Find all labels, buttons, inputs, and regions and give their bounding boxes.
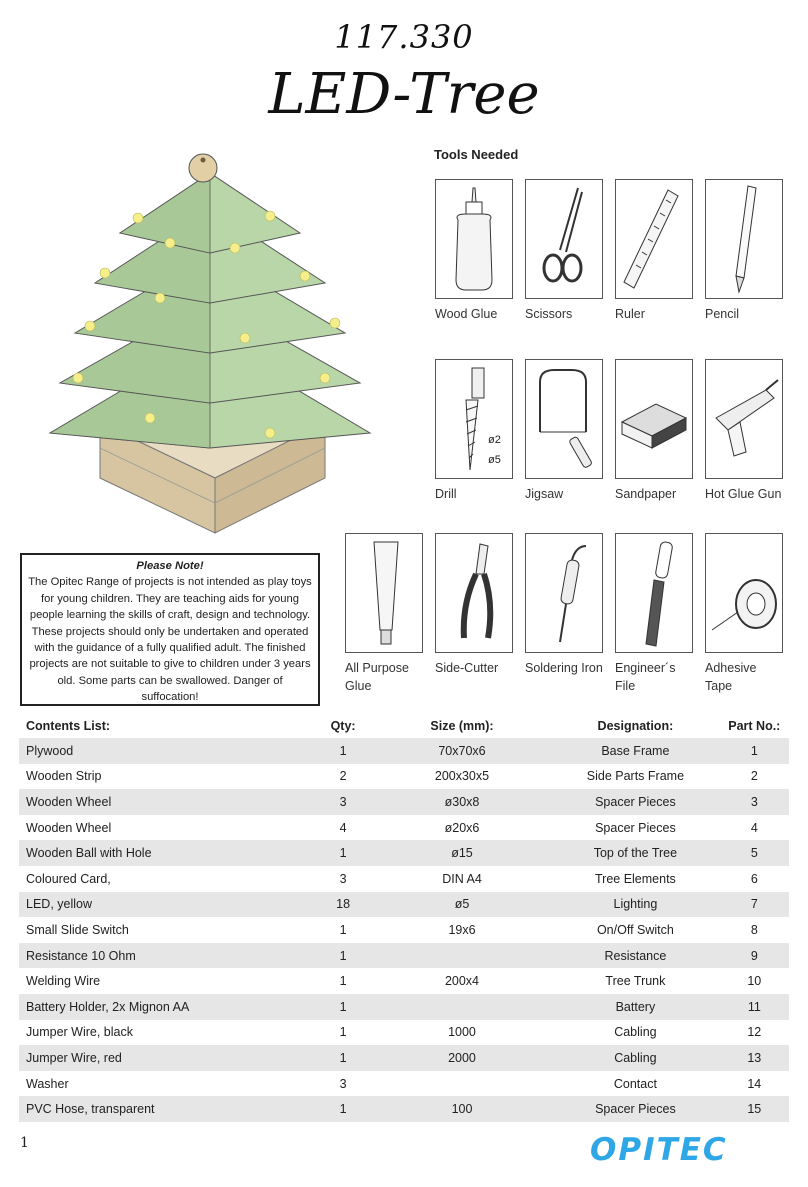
tool-label: Soldering Iron: [525, 661, 603, 675]
cell-name: Washer: [26, 1076, 69, 1091]
page-title: LED-Tree: [268, 62, 540, 127]
cell-size: 200x30x5: [434, 769, 490, 784]
drill-size-small: ø2: [488, 434, 501, 446]
table-row: [19, 840, 789, 866]
sandpaper-icon: [616, 360, 692, 478]
cell-name: Jumper Wire, black: [26, 1025, 133, 1040]
cell-part: 11: [747, 999, 761, 1014]
header-part: Part No.:: [728, 719, 781, 733]
tool-label: Hot Glue Gun: [705, 487, 782, 501]
tool-label: Engineer´s File: [615, 661, 676, 693]
cell-designation: Spacer Pieces: [595, 794, 676, 809]
page-number: 1: [20, 1135, 29, 1151]
cell-name: Plywood: [26, 743, 74, 758]
cell-qty: 1: [339, 743, 347, 758]
cell-designation: Lighting: [613, 897, 658, 912]
header-qty: Qty:: [330, 719, 356, 733]
led-tree-illustration: [40, 148, 380, 548]
cell-size: 200x4: [444, 974, 480, 989]
cell-qty: 1: [339, 922, 347, 937]
table-row: [19, 994, 789, 1020]
tool-hot-glue-gun: [705, 359, 783, 503]
cell-qty: 3: [339, 794, 347, 809]
tool-label: All Purpose Glue: [345, 661, 409, 693]
tape-icon: [706, 534, 782, 652]
tool-label: Sandpaper: [615, 487, 677, 501]
table-row: [19, 815, 789, 841]
cell-name: Coloured Card,: [26, 871, 111, 886]
table-row: [19, 866, 789, 892]
cell-size: ø30x8: [444, 794, 480, 809]
cell-qty: 1: [339, 1050, 347, 1065]
cell-part: 1: [750, 743, 758, 758]
cell-part: 4: [750, 820, 758, 835]
header-name: Contents List:: [26, 719, 111, 733]
cell-part: 15: [747, 1102, 762, 1117]
tool-sandpaper: [615, 359, 693, 503]
cell-part: 9: [750, 948, 758, 963]
cell-part: 12: [747, 1025, 762, 1040]
cell-size: 70x70x6: [438, 743, 486, 758]
tools-heading: Tools Needed: [434, 147, 519, 162]
cell-name: Small Slide Switch: [26, 922, 129, 937]
tool-wood-glue: [435, 179, 513, 323]
cell-designation: Side Parts Frame: [586, 769, 685, 784]
cell-name: LED, yellow: [26, 897, 92, 912]
pencil-icon: [706, 180, 782, 298]
cell-qty: 1: [339, 974, 347, 989]
cell-size: DIN A4: [442, 871, 482, 886]
cell-part: 5: [750, 846, 758, 861]
cell-designation: Contact: [613, 1076, 657, 1091]
cell-name: Wooden Wheel: [26, 794, 112, 809]
table-row: [19, 738, 789, 764]
tool-label: Adhesive Tape: [705, 661, 757, 693]
cell-part: 14: [747, 1076, 762, 1091]
cell-designation: Cabling: [614, 1050, 657, 1065]
cell-designation: Tree Elements: [594, 871, 676, 886]
cell-name: PVC Hose, transparent: [26, 1102, 155, 1117]
cell-name: Wooden Wheel: [26, 820, 112, 835]
safety-note-body: The Opitec Range of projects is not intended as play toys for young children. They are teaching aids for young people learning the skills of craft, design and technology. These projects should only be undertaken and operated with the guidance of a fully qualified adult. The finished projects are not suitable to give to children under 3 years old. Some parts can be swallowed. Danger of suffocation!: [28, 576, 312, 704]
cell-size: 19x6: [448, 922, 476, 937]
tool-ruler: [615, 179, 693, 323]
tool-scissors: [525, 179, 603, 323]
cell-part: 13: [747, 1050, 762, 1065]
contents-table: [19, 714, 789, 1122]
table-row: [19, 1096, 789, 1122]
tool-label: Side-Cutter: [435, 661, 499, 675]
cell-designation: Tree Trunk: [605, 974, 666, 989]
jigsaw-icon: [526, 360, 602, 478]
tool-side-cutter: [435, 533, 513, 677]
cell-name: Resistance 10 Ohm: [26, 948, 136, 963]
cell-qty: 4: [339, 820, 347, 835]
cell-name: Welding Wire: [26, 974, 101, 989]
tool-label: Wood Glue: [435, 307, 498, 321]
safety-note-title: Please Note!: [136, 560, 204, 572]
cell-qty: 3: [339, 1076, 347, 1091]
cell-qty: 1: [339, 846, 347, 861]
header-designation: Designation:: [597, 719, 674, 733]
tool-label: Scissors: [525, 307, 573, 321]
table-row: [19, 917, 789, 943]
table-row: [19, 1020, 789, 1046]
tool-label: Drill: [435, 487, 457, 501]
ruler-icon: [616, 180, 692, 298]
cell-qty: 1: [339, 1025, 347, 1040]
cell-name: Battery Holder, 2x Mignon AA: [26, 999, 190, 1014]
scissors-icon: [526, 180, 602, 298]
cell-name: Wooden Strip: [26, 769, 102, 784]
soldering-iron-icon: [526, 534, 602, 652]
cell-part: 2: [750, 769, 758, 784]
cell-designation: On/Off Switch: [596, 922, 674, 937]
cell-designation: Cabling: [614, 1025, 657, 1040]
table-row: [19, 968, 789, 994]
safety-note: [20, 553, 320, 706]
tool-label: Jigsaw: [525, 487, 564, 501]
tool-adhesive-tape: [705, 533, 783, 695]
cell-name: Jumper Wire, red: [26, 1050, 122, 1065]
table-header: [19, 714, 789, 738]
table-row: [19, 892, 789, 918]
table-row: [19, 943, 789, 969]
file-icon: [616, 534, 692, 652]
cell-name: Wooden Ball with Hole: [26, 846, 152, 861]
tool-label: Ruler: [615, 307, 645, 321]
glue-bottle-icon: [436, 180, 512, 298]
brand-logo: OPITEC: [590, 1132, 728, 1168]
cell-qty: 3: [339, 871, 347, 886]
cell-designation: Battery: [615, 999, 656, 1014]
cell-qty: 2: [339, 769, 347, 784]
tool-drill: [435, 359, 513, 503]
cell-designation: Base Frame: [601, 743, 670, 758]
cell-part: 7: [750, 897, 758, 912]
header-size: Size (mm):: [430, 719, 494, 733]
cell-designation: Top of the Tree: [593, 846, 678, 861]
cell-part: 8: [750, 922, 758, 937]
cell-part: 10: [747, 974, 762, 989]
tool-label: Pencil: [705, 307, 740, 321]
cell-size: 100: [451, 1102, 473, 1117]
glue-tube-icon: [346, 534, 422, 652]
cell-designation: Spacer Pieces: [595, 820, 676, 835]
cell-designation: Spacer Pieces: [595, 1102, 676, 1117]
drill-size-large: ø5: [488, 454, 501, 466]
tool-pencil: [705, 179, 783, 323]
table-row: [19, 764, 789, 790]
tool-jigsaw: [525, 359, 603, 503]
side-cutter-icon: [436, 534, 512, 652]
table-row: [19, 1071, 789, 1097]
cell-qty: 1: [339, 999, 347, 1014]
table-row: [19, 1045, 789, 1071]
cell-size: ø5: [454, 897, 470, 912]
tool-soldering-iron: [525, 533, 603, 677]
cell-size: 2000: [448, 1050, 476, 1065]
table-row: [19, 789, 789, 815]
cell-qty: 1: [339, 1102, 347, 1117]
tool-all-purpose-glue: [345, 533, 423, 695]
tool-engineers-file: [615, 533, 693, 695]
product-number: 117.330: [334, 18, 474, 56]
cell-part: 3: [750, 794, 758, 809]
cell-part: 6: [750, 871, 758, 886]
cell-size: ø15: [451, 846, 473, 861]
cell-size: 1000: [448, 1025, 476, 1040]
cell-qty: 1: [339, 948, 347, 963]
glue-gun-icon: [706, 360, 782, 478]
cell-qty: 18: [336, 897, 351, 912]
cell-size: ø20x6: [444, 820, 480, 835]
cell-designation: Resistance: [604, 948, 667, 963]
